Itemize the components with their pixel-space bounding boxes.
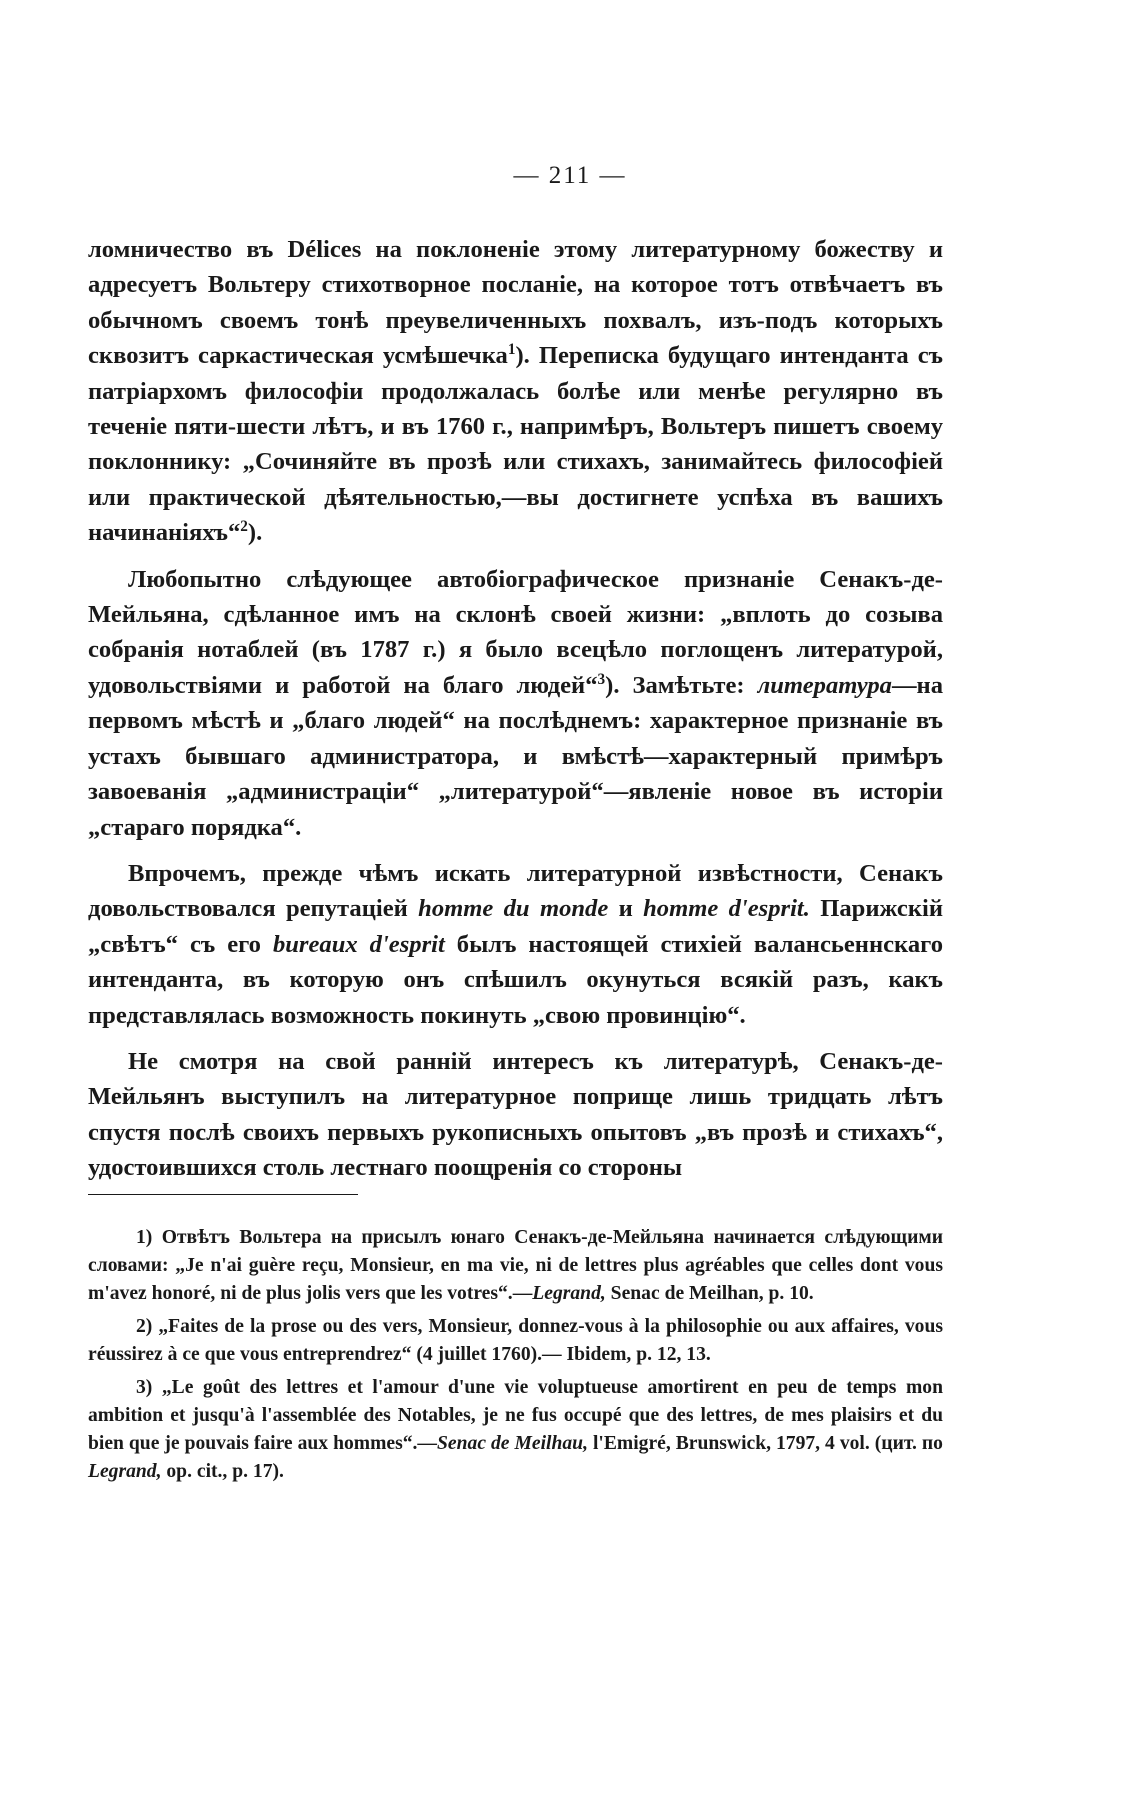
footnote-1-text-a: ) Отвѣтъ Вольтера на присылъ юнаго Сенакъ-де-Мейльяна начинается слѣдующими словами: „Je n'ai guère reçu, Monsieur, en ma vie, ni de lettres plus agréables que celles dont vous m'avez honoré, ni de plus jolis vers que les votres“.— — [88, 1227, 943, 1304]
paragraph-3-italic-c: bureaux d'esprit — [272, 930, 445, 958]
footnote-ref-1: 1 — [507, 341, 516, 359]
footnotes — [88, 1224, 943, 1491]
paragraph-1-text-a: ломничество въ Délices на поклоненіе этому литературному божеству и адресуетъ Вольтеру стихотворное посланіе, на которое тотъ отвѣчаетъ въ обычномъ своемъ тонѣ преувеличенныхъ похвалъ, изъ-подъ которыхъ сквозитъ саркастическая усмѣшечка — [88, 236, 943, 370]
paragraph-3-text-d: былъ настоящей стихіей валансьеннскаго интенданта, въ которую онъ спѣшилъ окунуться всякій разъ, какъ представлялась возможность покинуть „свою провинцію“. — [88, 930, 943, 1029]
footnote-1-mark: 1 — [136, 1227, 146, 1248]
paragraph-4-text: Не смотря на свой ранній интересъ къ литературѣ, Сенакъ-де-Мейльянъ выступилъ на литературное поприще лишь тридцать лѣтъ спустя послѣ своихъ первыхъ рукописныхъ опытовъ „въ прозѣ и стихахъ“, удостоившихся столь лестнаго поощренія со стороны — [88, 1047, 943, 1182]
footnote-3 — [88, 1374, 943, 1486]
footnote-3-italic-b: Legrand, — [88, 1461, 162, 1482]
paragraph-3-italic-b: homme d'esprit. — [643, 895, 810, 923]
footnote-ref-2: 2 — [240, 518, 248, 536]
paragraph-3-italic-a: homme du monde — [418, 895, 609, 923]
paragraph-1-text-c: ). — [247, 519, 263, 547]
footnote-1-italic: Legrand, — [532, 1283, 606, 1304]
paragraph-4 — [88, 1044, 943, 1186]
paragraph-3-text-c: Парижскій „свѣтъ“ съ его — [88, 895, 944, 958]
footnote-3-text-c: op. cit., p. 17). — [161, 1461, 284, 1482]
footnote-3-italic-a: Senac de Meilhau, — [437, 1433, 588, 1454]
footnote-separator — [88, 1194, 358, 1195]
paragraph-3-text-a: Впрочемъ, прежде чѣмъ искать литературной извѣстности, Сенакъ довольствовался репутаціей — [88, 859, 943, 923]
paragraph-1 — [88, 232, 943, 551]
page-number: — 211 — — [513, 162, 627, 189]
footnote-2 — [88, 1313, 943, 1369]
footnote-ref-3: 3 — [597, 670, 606, 688]
paragraph-2 — [88, 562, 943, 845]
paragraph-3-text-b: и — [608, 895, 644, 923]
footnote-3-text-b: l'Emigré, Brunswick, 1797, 4 vol. (цит. по — [587, 1433, 943, 1454]
paragraph-2-text-b: ). Замѣтьте: — [605, 671, 758, 699]
footnote-3-mark: 3 — [136, 1377, 146, 1398]
footnote-2-mark: 2 — [136, 1316, 146, 1337]
main-text — [88, 232, 943, 1197]
paragraph-3 — [88, 856, 943, 1033]
paragraph-2-italic: литература — [757, 671, 892, 699]
footnote-1-text-b: Senac de Meilhan, p. 10. — [605, 1283, 814, 1304]
footnote-2-text: ) „Faites de la prose ou des vers, Monsieur, donnez-vous à la philosophie ou aux affaires, vous réussirez à ce que vous entreprendrez“ (4 juillet 1760).— Ibidem, p. 12, 13. — [88, 1316, 943, 1365]
footnote-3-text-a: ) „Le goût des lettres et l'amour d'une vie voluptueuse amortirent en peu de temps mon ambition et jusqu'à l'assemblée des Notables, je ne fus occupé que des lettres, de mes plaisirs et du bien que je pouvais faire aux hommes“.— — [88, 1377, 943, 1454]
paragraph-2-text-c: —на первомъ мѣстѣ и „благо людей“ на послѣднемъ: характерное признаніе въ устахъ бывшаго администратора, и вмѣстѣ—характерный примѣръ завоеванія „администраціи“ „литературой“—явленіе новое въ исторіи „стараго порядка“. — [88, 671, 944, 841]
paragraph-1-text-b: ). Переписка будущаго интенданта съ патріархомъ философіи продолжалась болѣе или менѣе регулярно въ теченіе пяти-шести лѣтъ, и въ 1760 г., напримѣръ, Вольтеръ пишетъ своему поклоннику: „Сочиняйте въ прозѣ или стихахъ, занимайтесь философіей или практической дѣятельностью,—вы достигнете успѣха въ вашихъ начинаніяхъ“ — [88, 342, 943, 547]
footnote-1 — [88, 1224, 943, 1308]
paragraph-2-text-a: Любопытно слѣдующее автобіографическое признаніе Сенакъ-де-Мейльяна, сдѣланное имъ на склонѣ своей жизни: „вплоть до созыва собранія нотаблей (въ 1787 г.) я было всецѣло поглощенъ литературой, удовольствіями и работой на благо людей“ — [88, 565, 943, 699]
